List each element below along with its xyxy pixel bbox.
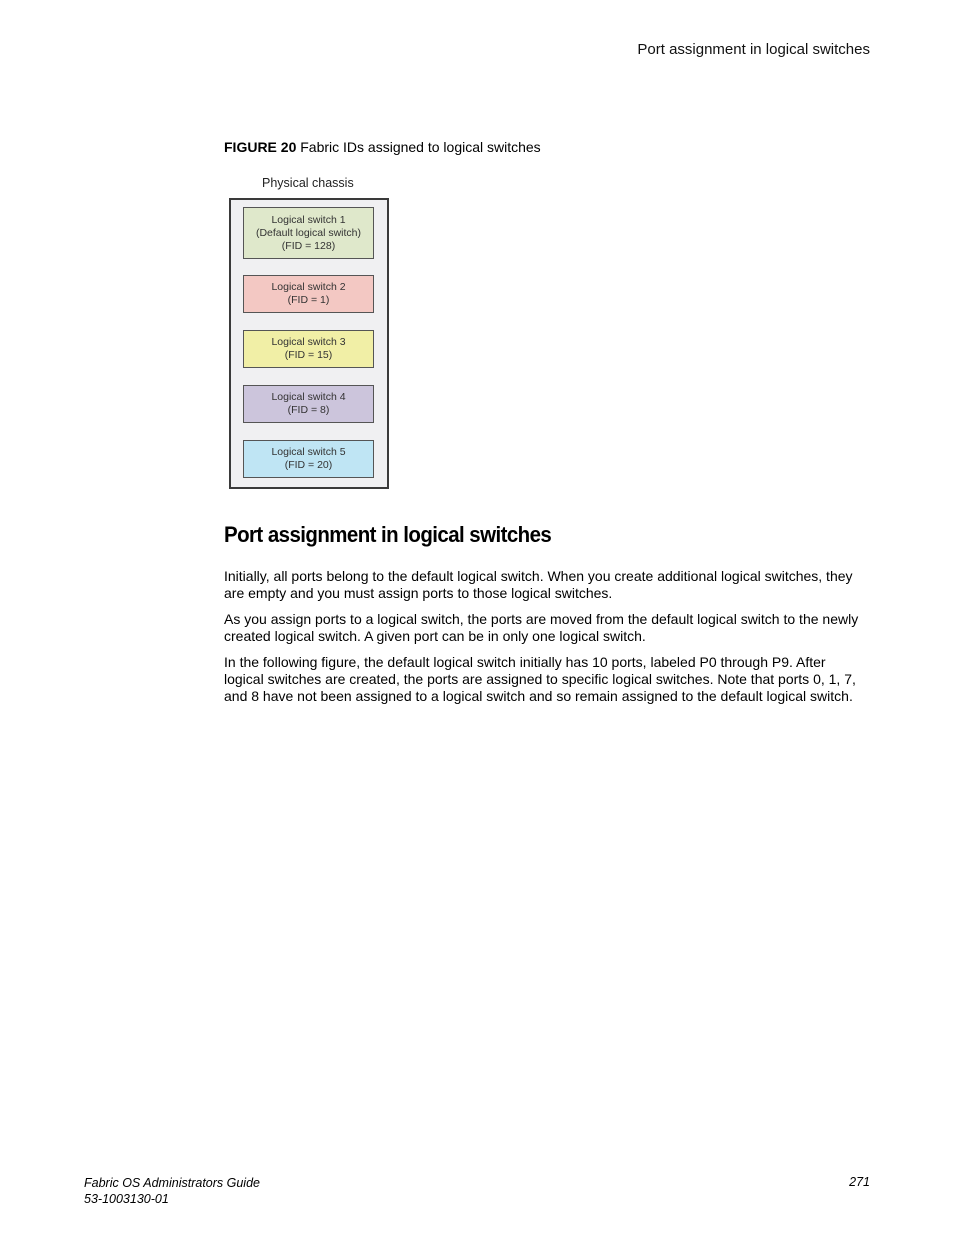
logical-switch-2-box xyxy=(243,275,374,313)
logical-switch-name: Logical switch 1 xyxy=(271,213,346,226)
running-header: Port assignment in logical switches xyxy=(637,41,870,58)
logical-switch-1-box xyxy=(243,207,374,259)
logical-switch-name: Logical switch 4 xyxy=(271,391,346,403)
body-paragraph: In the following figure, the default logical switch initially has 10 ports, labeled P0 through P9. After logical switches are created, the ports are assigned to specific logical switches. Note that ports 0, 1, 7, and 8 have not been assigned to a logical switch and so remain assigned to the default logical switch. xyxy=(224,654,856,704)
chassis-label: Physical chassis xyxy=(262,176,354,190)
logical-switch-4-box xyxy=(243,385,374,423)
logical-switch-3-box xyxy=(243,330,374,368)
logical-switch-name: Logical switch 2 xyxy=(271,281,346,293)
footer-doc-number: 53-1003130-01 xyxy=(84,1192,169,1206)
logical-switch-fid: (FID = 1) xyxy=(287,294,330,306)
section-heading: Port assignment in logical switches xyxy=(224,522,552,547)
logical-switch-note: (Default logical switch) xyxy=(255,226,362,239)
logical-switch-fid: (FID = 20) xyxy=(284,459,333,471)
logical-switch-fid: (FID = 8) xyxy=(287,404,330,416)
physical-chassis-box xyxy=(229,198,389,489)
logical-switch-name: Logical switch 3 xyxy=(271,336,346,348)
logical-switch-diagram xyxy=(228,174,390,490)
body-paragraph: As you assign ports to a logical switch, the ports are moved from the default logical switch to the newly created logical switch. A given port can be in only one logical switch. xyxy=(224,611,859,644)
figure-caption xyxy=(224,139,541,155)
figure-caption-text: Fabric IDs assigned to logical switches xyxy=(300,139,541,155)
body-paragraph: Initially, all ports belong to the default logical switch. When you create additional logical switches, they are empty and you must assign ports to those logical switches. xyxy=(224,568,853,601)
logical-switch-5-box xyxy=(243,440,374,478)
footer-doc-info xyxy=(84,1175,260,1207)
footer-page-number: 271 xyxy=(849,1175,870,1189)
logical-switch-fid: (FID = 15) xyxy=(284,349,333,361)
figure-number: FIGURE 20 xyxy=(224,139,297,155)
footer-doc-title: Fabric OS Administrators Guide xyxy=(84,1176,260,1190)
logical-switch-fid: (FID = 128) xyxy=(281,239,336,252)
logical-switch-name: Logical switch 5 xyxy=(271,446,346,458)
